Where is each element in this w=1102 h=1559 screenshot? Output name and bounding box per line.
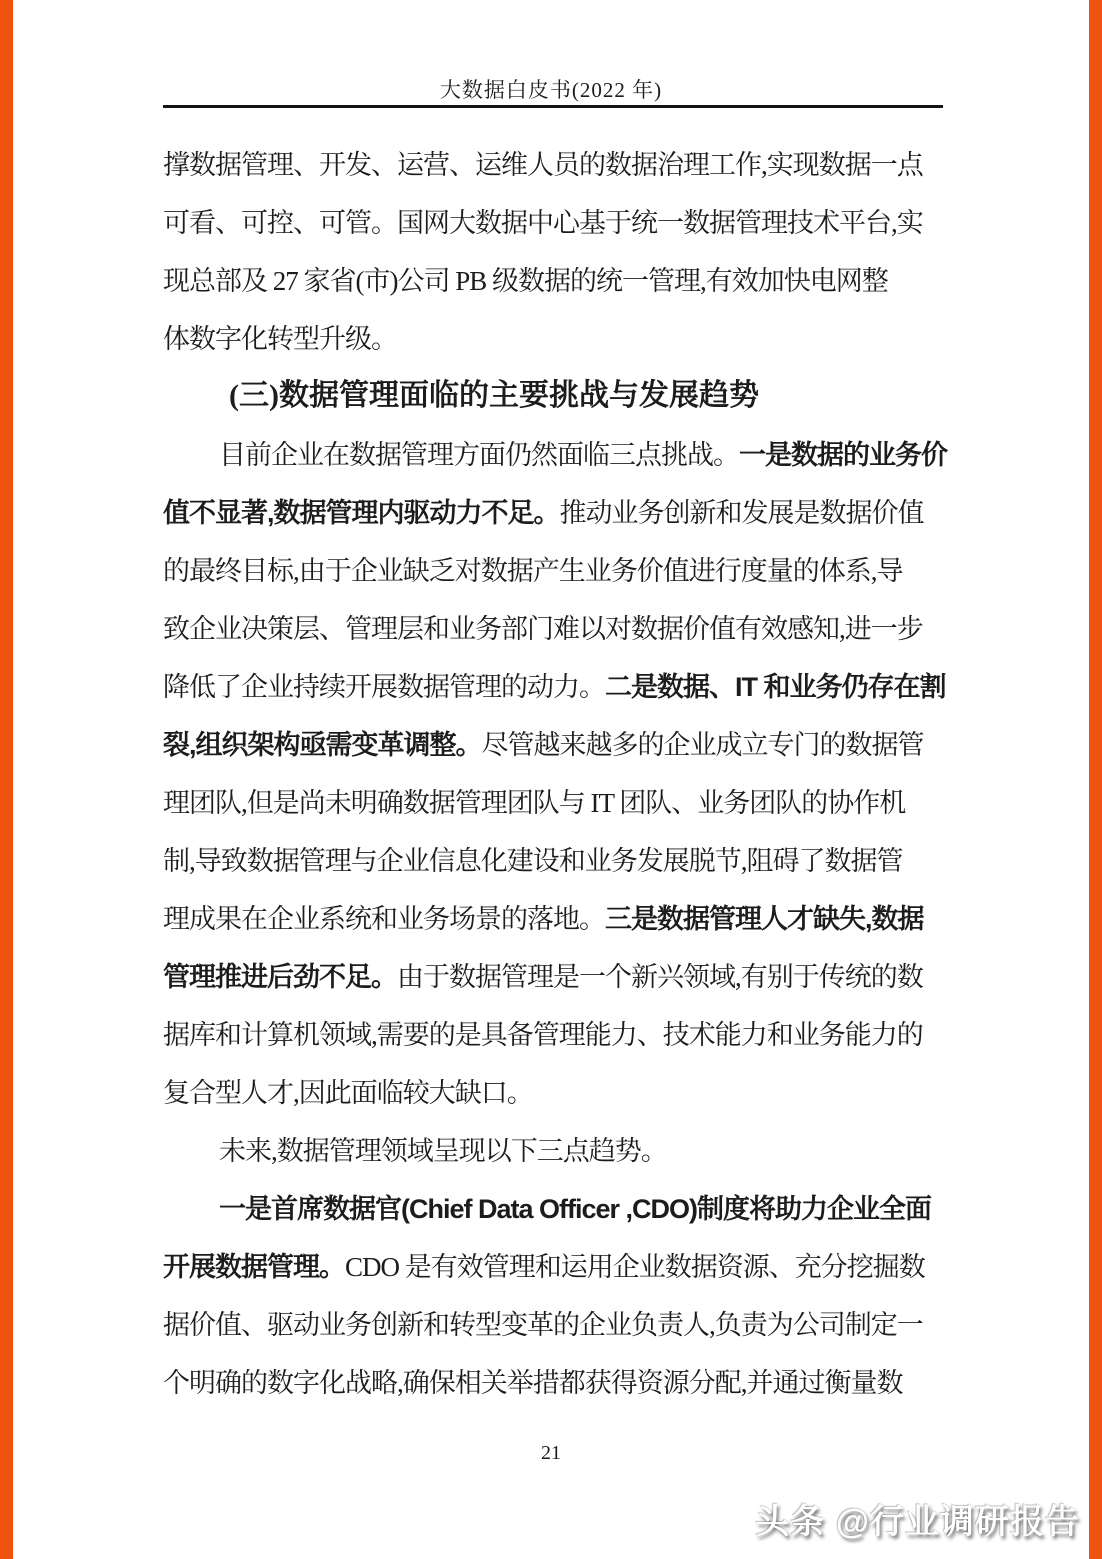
bold-text-segment: 二是数据、IT 和业务仍存在割 xyxy=(605,671,946,702)
text-segment: 理团队,但是尚未明确数据管理团队与 IT 团队、业务团队的协作机 xyxy=(163,787,906,818)
text-segment: 目前企业在数据管理方面仍然面临三点挑战。 xyxy=(219,439,739,470)
bold-text-segment: 管理推进后劲不足。 xyxy=(163,961,397,992)
text-segment: 推动业务创新和发展是数据价值 xyxy=(559,497,924,528)
bold-text-segment: 一是首席数据官(Chief Data Officer ,CDO)制度将助力企业全面 xyxy=(219,1193,932,1224)
right-edge-strip xyxy=(1089,0,1102,1559)
text-line xyxy=(163,1003,945,1061)
text-line xyxy=(163,1351,945,1409)
text-segment: 复合型人才,因此面临较大缺口。 xyxy=(163,1077,533,1108)
text-segment: 可看、可控、可管。国网大数据中心基于统一数据管理技术平台,实 xyxy=(163,207,923,238)
text-line xyxy=(163,1061,945,1119)
text-segment: 尽管越来越多的企业成立专门的数据管 xyxy=(481,729,924,760)
bold-text-segment: 裂,组织架构亟需变革调整。 xyxy=(163,729,482,760)
text-line xyxy=(163,945,945,1003)
text-line xyxy=(163,1293,945,1351)
text-line xyxy=(163,539,945,597)
text-segment: 未来,数据管理领域呈现以下三点趋势。 xyxy=(219,1135,667,1166)
text-line xyxy=(163,1177,945,1235)
running-header-title: 大数据白皮书(2022 年) xyxy=(439,78,663,102)
text-segment: 降低了企业持续开展数据管理的动力。 xyxy=(163,671,605,702)
text-segment: 理成果在企业系统和业务场景的落地。 xyxy=(163,903,605,934)
text-segment: 撑数据管理、开发、运营、运维人员的数据治理工作,实现数据一点 xyxy=(163,149,923,180)
text-line xyxy=(163,133,945,191)
left-edge-strip xyxy=(0,0,13,1559)
text-line xyxy=(163,655,945,713)
text-line xyxy=(163,887,945,945)
bold-text-segment: 开展数据管理。 xyxy=(163,1251,345,1282)
text-segment: 体数字化转型升级。 xyxy=(163,323,397,354)
header-rule xyxy=(163,105,943,108)
text-segment: 制,导致数据管理与企业信息化建设和业务发展脱节,阻碍了数据管 xyxy=(163,845,903,876)
bold-text-segment: 值不显著,数据管理内驱动力不足。 xyxy=(163,497,560,528)
bold-text-segment: (三)数据管理面临的主要挑战与发展趋势 xyxy=(229,379,759,413)
page-number: 21 xyxy=(541,1442,561,1464)
section-heading xyxy=(163,365,945,423)
bold-text-segment: 一是数据的业务价 xyxy=(739,439,947,470)
text-line xyxy=(163,1235,945,1293)
text-line xyxy=(163,1119,945,1177)
text-line xyxy=(163,829,945,887)
text-line xyxy=(163,713,945,771)
text-segment: 据价值、驱动业务创新和转型变革的企业负责人,负责为公司制定一 xyxy=(163,1309,923,1340)
watermark: 头条 @行业调研报告 xyxy=(755,1503,1080,1541)
text-segment: 致企业决策层、管理层和业务部门难以对数据价值有效感知,进一步 xyxy=(163,613,923,644)
text-line xyxy=(163,481,945,539)
text-segment: 的最终目标,由于企业缺乏对数据产生业务价值进行度量的体系,导 xyxy=(163,555,903,586)
bold-text-segment: 三是数据管理人才缺失,数据 xyxy=(605,903,924,934)
text-segment: CDO 是有效管理和运用企业数据资源、充分挖掘数 xyxy=(345,1251,925,1282)
text-line xyxy=(163,597,945,655)
text-segment: 由于数据管理是一个新兴领域,有别于传统的数 xyxy=(397,961,923,992)
body-text xyxy=(163,133,945,1409)
text-line xyxy=(163,771,945,829)
text-line xyxy=(163,307,945,365)
text-segment: 个明确的数字化战略,确保相关举措都获得资源分配,并通过衡量数 xyxy=(163,1367,903,1398)
text-line xyxy=(163,249,945,307)
text-line xyxy=(163,423,945,481)
text-segment: 据库和计算机领域,需要的是具备管理能力、技术能力和业务能力的 xyxy=(163,1019,923,1050)
text-segment: 现总部及 27 家省(市)公司 PB 级数据的统一管理,有效加快电网整 xyxy=(163,265,888,296)
text-line xyxy=(163,191,945,249)
